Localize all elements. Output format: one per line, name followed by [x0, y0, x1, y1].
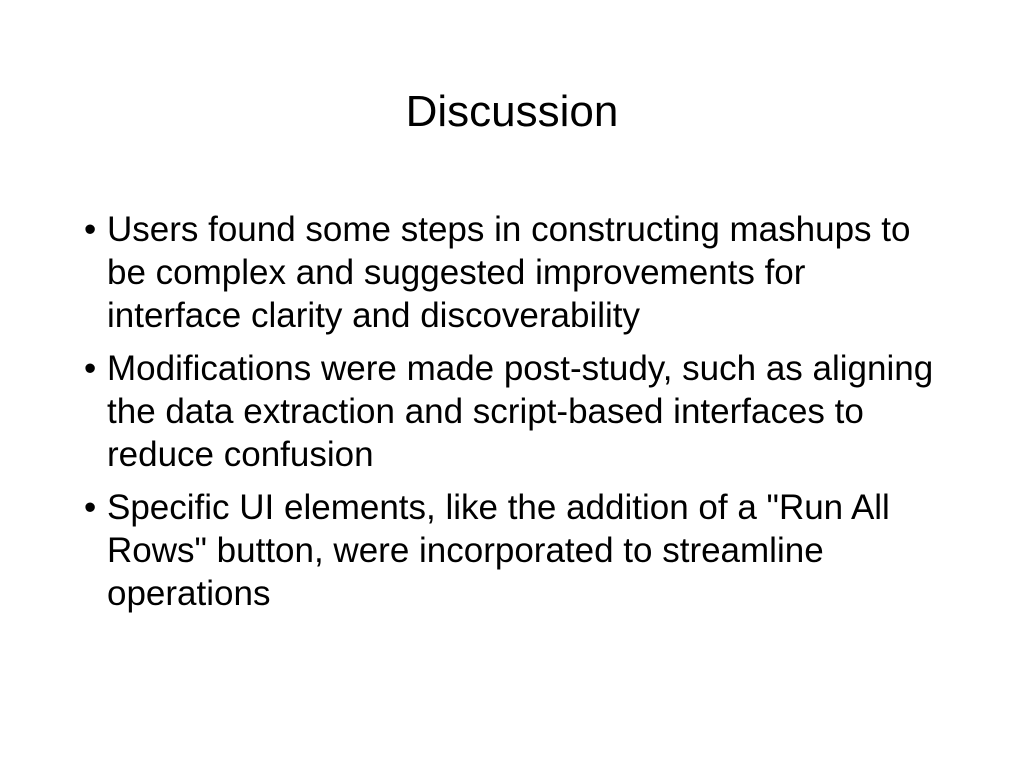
slide-title: Discussion [405, 87, 619, 136]
bullet-icon: • [84, 210, 97, 249]
bullet-text: Specific UI elements, like the addition of a "Run All Rows" button, were incorporated to streamline operations [107, 488, 890, 613]
bullet-text: Users found some steps in constructing mashups to be complex and suggested improvements for interface clarity and discoverability [107, 210, 911, 335]
bullet-item [84, 486, 944, 615]
bullet-item [84, 208, 944, 337]
bullet-text: Modifications were made post-study, such as aligning the data extraction and script-based interfaces to reduce confusion [107, 349, 934, 474]
bullet-icon: • [84, 349, 97, 388]
bullet-list [84, 208, 944, 625]
bullet-icon: • [84, 488, 97, 527]
bullet-item [84, 347, 944, 476]
